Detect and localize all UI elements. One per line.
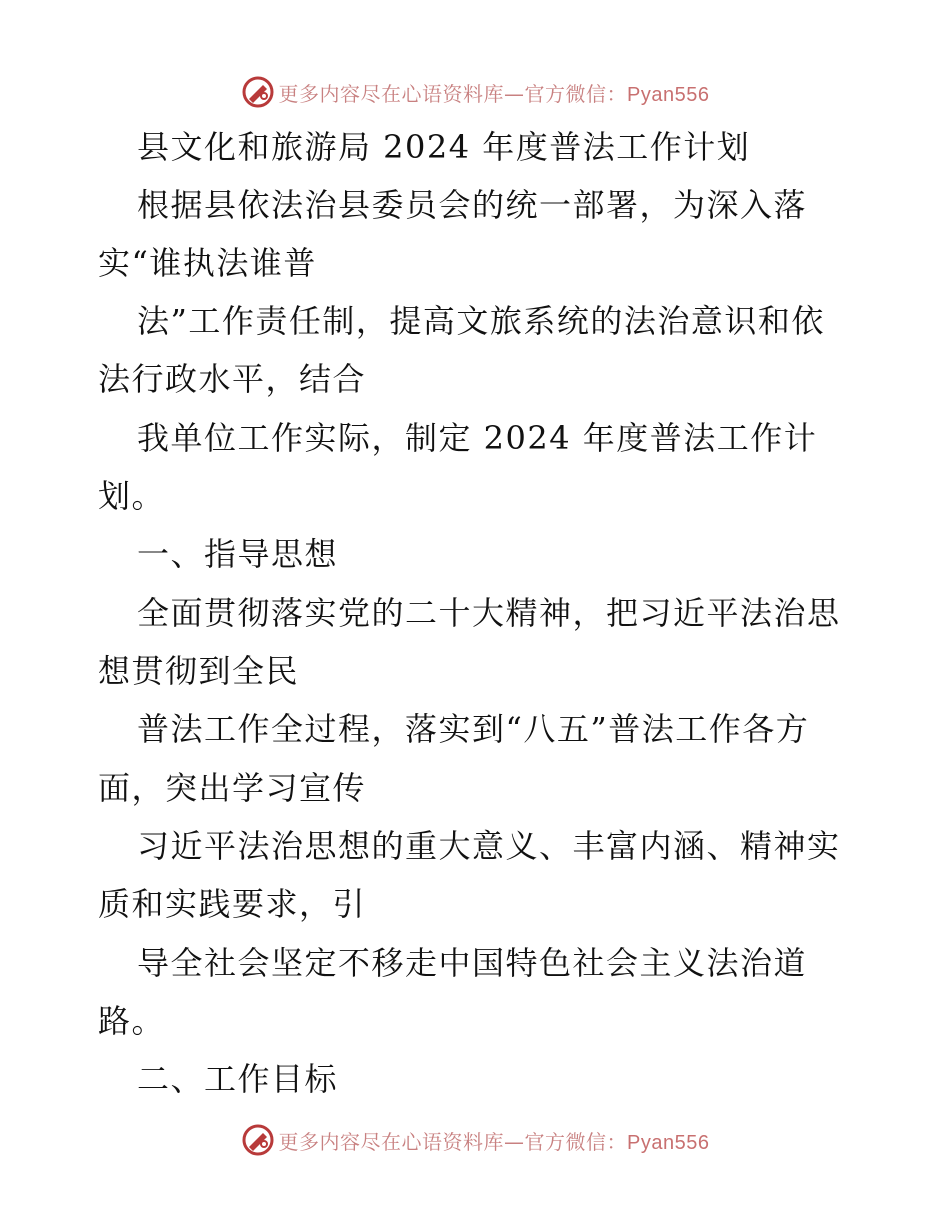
paragraph-line: 法”工作责任制，提高文旅系统的法治意识和依 xyxy=(137,302,825,340)
watermark-text: 更多内容尽在心语资料库—官方微信：Pyan556 xyxy=(278,1129,710,1154)
watermark-footer xyxy=(0,1120,950,1160)
paragraph-line: 质和实践要求，引 xyxy=(98,885,367,923)
paragraph-line: 普法工作全过程，落实到“八五”普法工作各方 xyxy=(137,710,810,748)
watermark-text: 更多内容尽在心语资料库—官方微信：Pyan556 xyxy=(278,81,710,106)
paragraph-line: 实“谁执法谁普 xyxy=(98,244,317,282)
paragraph-line: 面，突出学习宣传 xyxy=(98,769,367,807)
paragraph-line: 习近平法治思想的重大意义、丰富内涵、精神实 xyxy=(137,827,841,865)
watermark-account: Pyan556 xyxy=(627,83,710,106)
paragraph-line: 法行政水平，结合 xyxy=(98,360,367,398)
paragraph-line: 根据县依法治县委员会的统一部署，为深入落 xyxy=(137,186,808,224)
brand-logo-icon xyxy=(241,1123,275,1157)
watermark-account: Pyan556 xyxy=(627,1131,710,1154)
paragraph-line: 导全社会坚定不移走中国特色社会主义法治道 xyxy=(137,944,808,982)
section-heading: 一、指导思想 xyxy=(137,535,339,573)
paragraph-line: 划。 xyxy=(98,477,166,515)
paragraph-line: 全面贯彻落实党的二十大精神，把习近平法治思 xyxy=(137,594,841,632)
paragraph-line: 我单位工作实际，制定 2024 年度普法工作计 xyxy=(137,419,818,457)
document-title: 县文化和旅游局 2024 年度普法工作计划 xyxy=(137,128,751,166)
paragraph-line: 路。 xyxy=(98,1002,166,1040)
paragraph-line: 想贯彻到全民 xyxy=(98,652,300,690)
section-heading: 二、工作目标 xyxy=(137,1060,339,1098)
